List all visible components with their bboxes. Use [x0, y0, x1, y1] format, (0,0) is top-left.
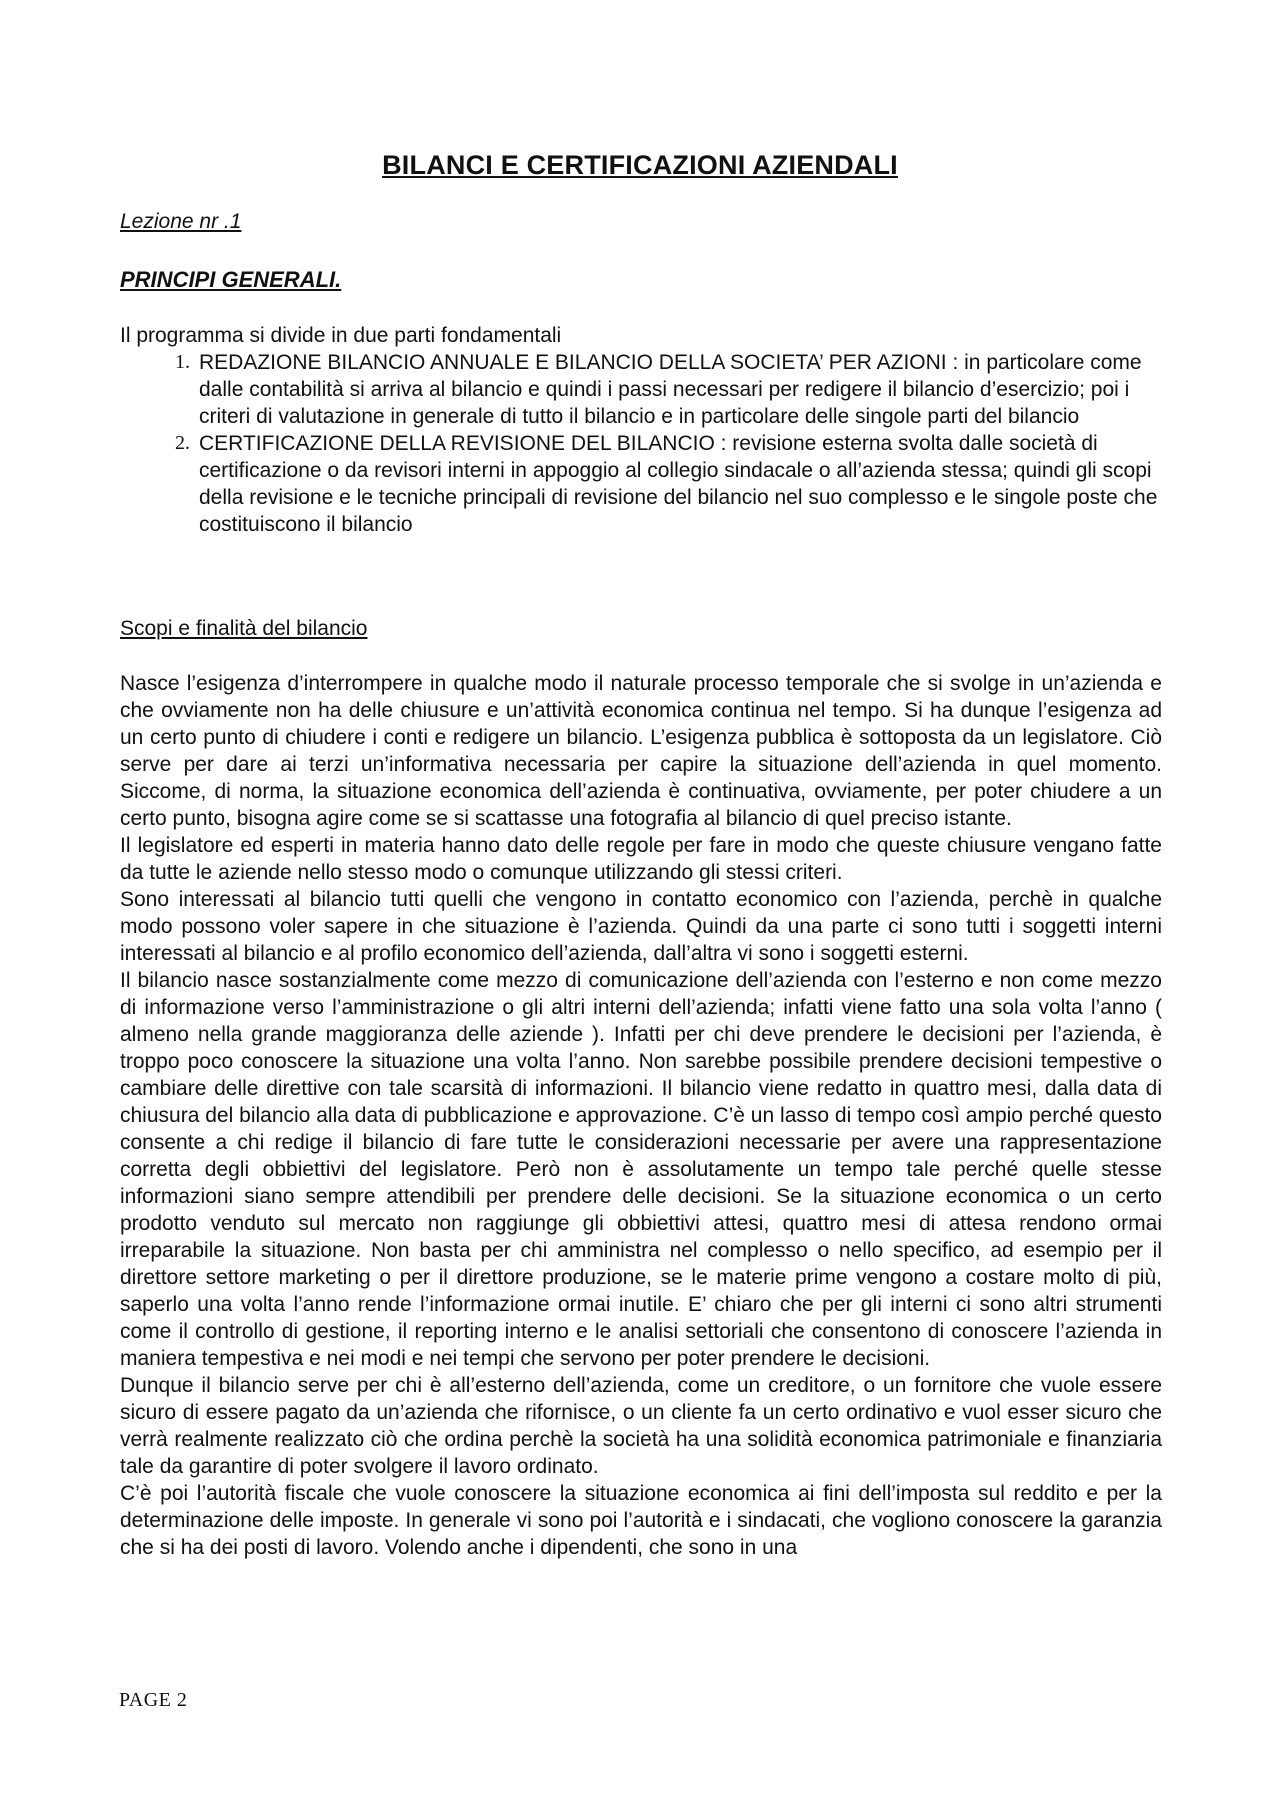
body-text — [120, 670, 1162, 1561]
paragraph: Il bilancio nasce sostanzialmente come mezzo di comunicazione dell’azienda con l’esterno e non come mezzo di informazione verso l’amministrazione o gli altri interni dell’azienda; infatti viene fatto una sola volta l’anno ( almeno nella grande maggioranza delle aziende ). Infatti per chi deve prendere le decisioni per l’azienda, è troppo poco conoscere la situazione una volta l’anno. Non sarebbe possibile prendere decisioni tempestive o cambiare delle direttive con tale scarsità di informazioni. Il bilancio viene redatto in quattro mesi, dalla data di chiusura del bilancio alla data di pubblicazione e approvazione. C’è un lasso di tempo così ampio perché questo consente a chi redige il bilancio di fare tutte le considerazioni necessarie per avere una rappresentazione corretta degli obbiettivi del legislatore. Però non è assolutamente un tempo tale perché quelle stesse informazioni siano sempre attendibili per prendere delle decisioni. Se la situazione economica o un certo prodotto venduto sul mercato non raggiunge gli obbiettivi attesi, quattro mesi di attesa rendono ormai irreparabile la situazione. Non basta per chi amministra nel complesso o nello specifico, ad esempio per il direttore settore marketing o per il direttore produzione, se le materie prime vengono a costare molto di più, saperlo una volta l’anno rende l’informazione ormai inutile. E’ chiaro che per gli interni ci sono altri strumenti come il controllo di gestione, il reporting interno e le analisi settoriali che consentono di conoscere l’azienda in maniera tempestiva e nei modi e nei tempi che servono per poter prendere le decisioni. — [120, 969, 1162, 1370]
subheading: Scopi e finalità del bilancio — [120, 617, 368, 640]
intro-text: Il programma si divide in due parti fondamentali — [120, 324, 562, 347]
paragraph: Nasce l’esigenza d’interrompere in qualche modo il naturale processo temporale che si svolge in un’azienda e che ovviamente non ha delle chiusure e un’attività economica continua nel tempo. Si ha dunque l’esigenza ad un certo punto di chiudere i conti e redigere un bilancio. L’esigenza pubblica è sottoposta da un legislatore. Ciò serve per dare ai terzi un’informativa necessaria per capire la situazione dell’azienda in quel momento. Siccome, di norma, la situazione economica dell’azienda è continuativa, ovviamente, per poter chiudere a un certo punto, bisogna agire come se si scattasse una fotografia al bilancio di quel preciso istante. — [120, 672, 1162, 830]
program-list — [120, 349, 1160, 538]
list-item-number: 2. — [175, 432, 190, 454]
paragraph: C’è poi l’autorità fiscale che vuole conoscere la situazione economica ai fini dell’imposta sul reddito e per la determinazione delle imposte. In generale vi sono poi l’autorità e i sindacati, che vogliono conoscere la garanzia che si ha dei posti di lavoro. Volendo anche i dipendenti, che sono in una — [120, 1482, 1162, 1559]
list-item — [120, 430, 1160, 538]
paragraph: Il legislatore ed esperti in materia hanno dato delle regole per fare in modo che queste chiusure vengano fatte da tutte le aziende nello stesso modo o comunque utilizzando gli stessi criteri. — [120, 834, 1162, 884]
paragraph: Dunque il bilancio serve per chi è all’esterno dell’azienda, come un creditore, o un fornitore che vuole essere sicuro di essere pagato da un’azienda che rifornisce, o un cliente fa un certo ordinativo e vuol esser sicuro che verrà realmente realizzato ciò che ordina perchè la società ha una solidità economica patrimoniale e finanziaria tale da garantire di poter svolgere il lavoro ordinato. — [120, 1374, 1162, 1478]
lesson-label: Lezione nr .1 — [120, 210, 242, 233]
paragraph: Sono interessati al bilancio tutti quelli che vengono in contatto economico con l’azienda, perchè in qualche modo possono voler sapere in che situazione è l’azienda. Quindi da una parte ci sono tutti i soggetti interni interessati al bilancio e al profilo economico dell’azienda, dall’altra vi sono i soggetti esterni. — [120, 888, 1162, 965]
list-item-text: REDAZIONE BILANCIO ANNUALE E BILANCIO DELLA SOCIETA’ PER AZIONI : in particolare come dalle contabilità si arriva al bilancio e quindi i passi necessari per redigere il bilancio d’esercizio; poi i criteri di valutazione in generale di tutto il bilancio e in particolare delle singole parti del bilancio — [199, 351, 1142, 428]
document-title: BILANCI E CERTIFICAZIONI AZIENDALI — [382, 150, 898, 180]
list-item-text: CERTIFICAZIONE DELLA REVISIONE DEL BILANCIO : revisione esterna svolta dalle società di certificazione o da revisori interni in appoggio al collegio sindacale o all’azienda stessa; quindi gli scopi della revisione e le tecniche principali di revisione del bilancio nel suo complesso e le singole poste che costituiscono il bilancio — [199, 432, 1158, 536]
page-footer: PAGE 2 — [119, 1689, 188, 1711]
section-title: PRINCIPI GENERALI. — [120, 267, 342, 292]
list-item — [120, 349, 1160, 430]
list-item-number: 1. — [175, 351, 190, 373]
